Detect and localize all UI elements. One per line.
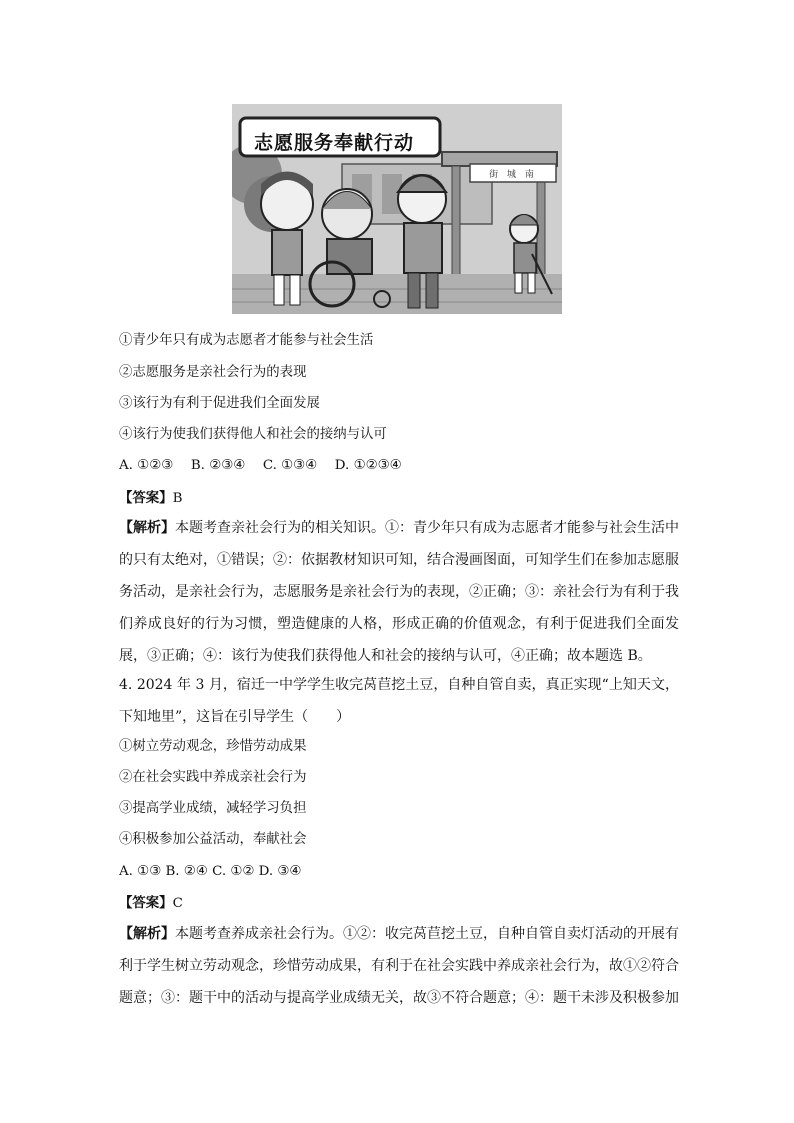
analysis-tag: 【解析】 xyxy=(119,520,175,536)
q3-option-4: ④该行为使我们获得他人和社会的接纳与认可 xyxy=(119,427,387,442)
q4-analysis xyxy=(119,918,679,1014)
q4-choices: A. ①③ B. ②④ C. ①② D. ③④ xyxy=(119,864,302,879)
q3-option-1: ①青少年只有成为志愿者才能参与社会生活 xyxy=(119,333,374,348)
analysis-tag: 【解析】 xyxy=(119,926,175,942)
q4-option-2: ②在社会实践中养成亲社会行为 xyxy=(119,770,307,785)
answer-tag: 【答案】 xyxy=(119,895,173,911)
volunteer-comic-illustration xyxy=(232,104,562,314)
answer-tag: 【答案】 xyxy=(119,490,173,506)
q4-answer xyxy=(119,894,183,913)
answer-value: B xyxy=(172,491,183,506)
q3-analysis xyxy=(119,512,679,672)
analysis-text: 本题考查亲社会行为的相关知识。①：青少年只有成为志愿者才能参与社会生活中的只有太绝对，①错误；②：依据教材知识可知，结合漫画图面，可知学生们在参加志愿服务活动，是亲社会行为，志愿服务是亲社会行为的表现，②正确；③：亲社会行为有利于我们养成良好的行为习惯，塑造健康的人格，形成正确的价值观念，有利于促进我们全面发展，③正确；④：该行为使我们获得他人和社会的接纳与认可，④正确；故本题选 B。 xyxy=(119,520,679,664)
q3-answer xyxy=(119,489,182,508)
q4-option-1: ①树立劳动观念，珍惜劳动成果 xyxy=(119,739,307,754)
street-sign-text: 街 城 南 xyxy=(489,170,537,180)
q4-option-3: ③提高学业成绩，减轻学习负担 xyxy=(119,801,307,816)
q4-option-4: ④积极参加公益活动，奉献社会 xyxy=(119,832,307,847)
q4-stem: 4. 2024 年 3 月，宿迁一中学学生收完莴苣挖土豆，自种自管自卖，真正实现“上知天文，下知地里”，这旨在引导学生（ ） xyxy=(119,677,679,725)
banner-title: 志愿服务奉献行动 xyxy=(254,132,415,154)
analysis-text: 本题考查养成亲社会行为。①②：收完莴苣挖土豆，自种自管自卖灯活动的开展有利于学生树立劳动观念，珍惜劳动成果，有利于在社会实践中养成亲社会行为，故①②符合题意；③：题干中的活动与提高学业成绩无关，故③不符合题意；④：题干未涉及积极参加 xyxy=(119,926,679,1006)
q3-choices: A. ①②③ B. ②③④ C. ①③④ D. ①②③④ xyxy=(119,458,402,473)
answer-value: C xyxy=(172,896,183,911)
q3-option-2: ②志愿服务是亲社会行为的表现 xyxy=(119,365,307,380)
q3-option-3: ③该行为有利于促进我们全面发展 xyxy=(119,396,320,411)
